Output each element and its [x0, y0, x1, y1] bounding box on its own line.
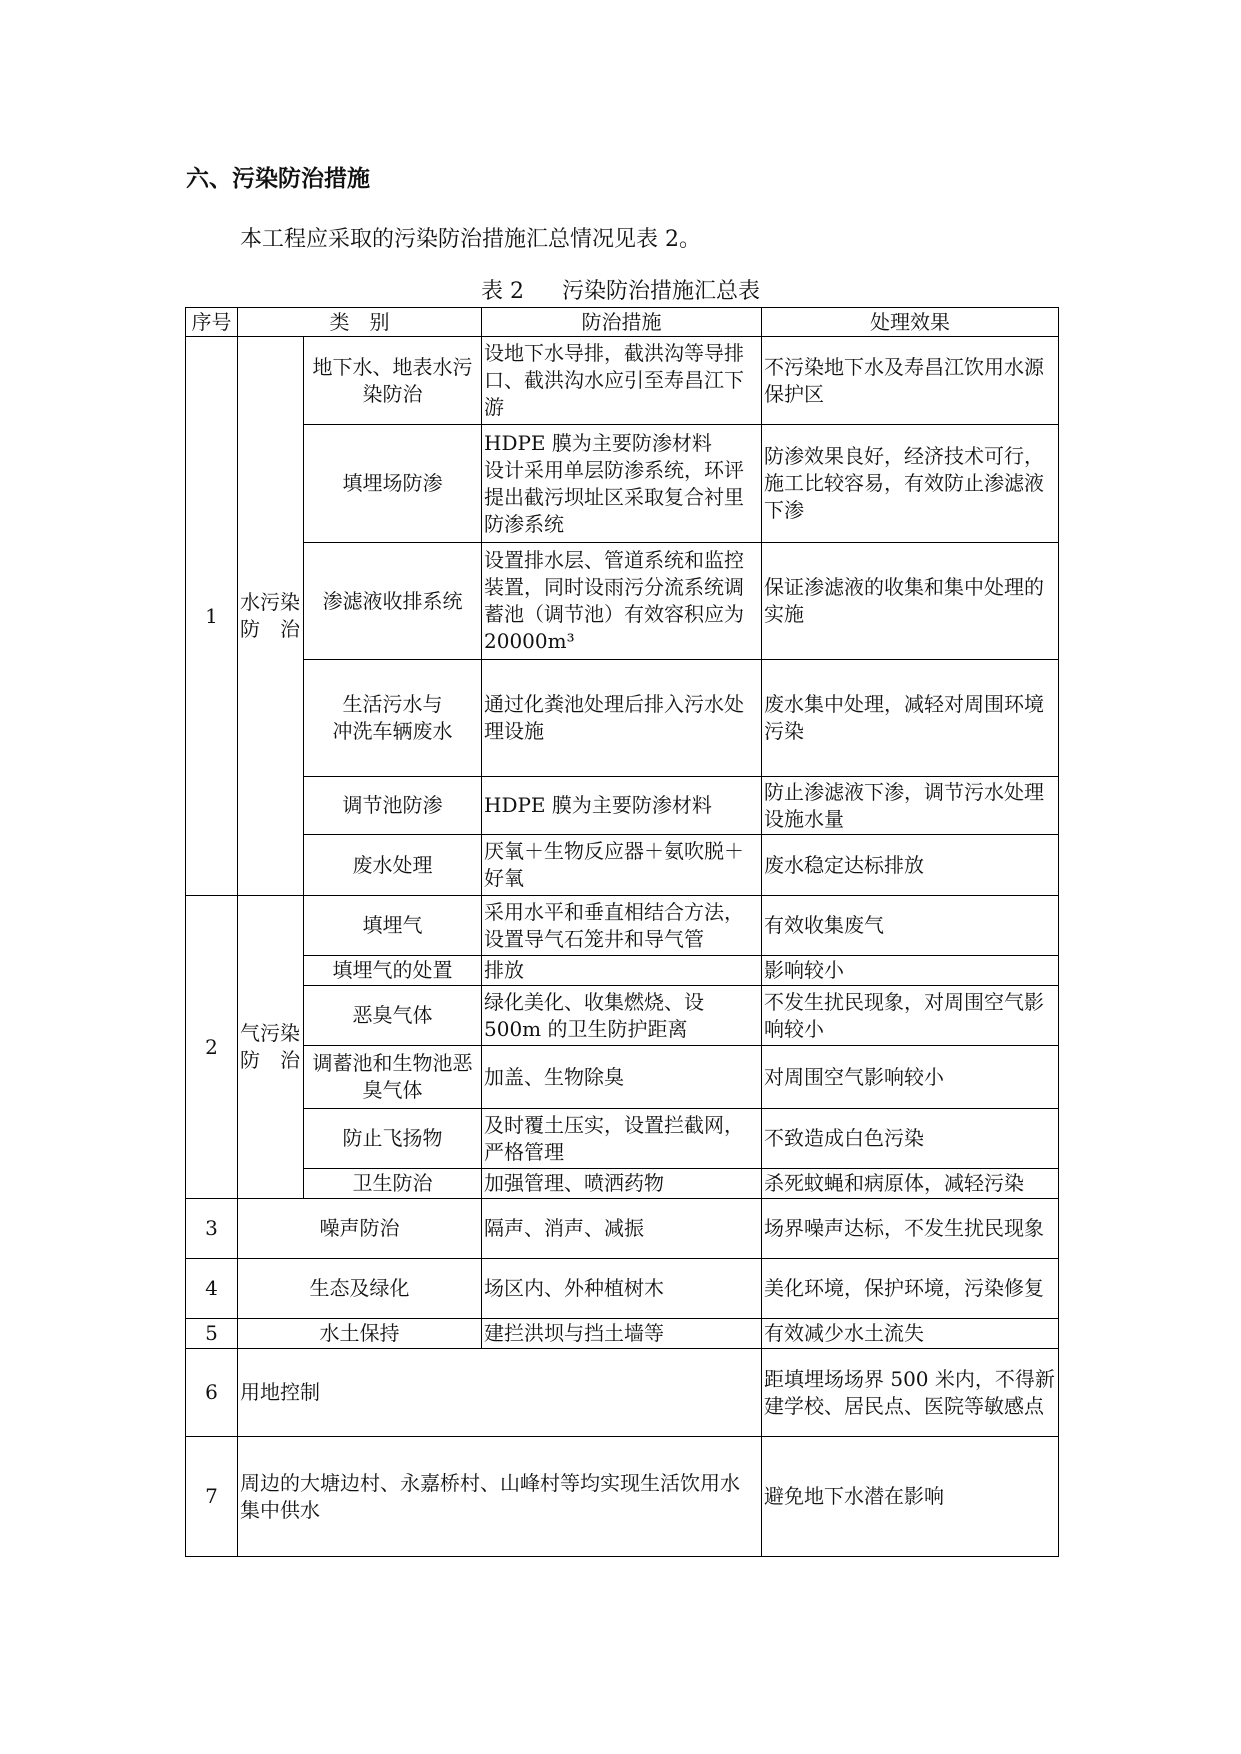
header-category: 类 别 — [238, 308, 482, 337]
effect-cell: 避免地下水潜在影响 — [762, 1437, 1059, 1557]
item-cell: 生活污水与 冲洗车辆废水 — [304, 660, 482, 777]
pollution-measures-table — [185, 307, 1059, 1557]
table-row — [186, 1169, 1059, 1199]
table-title: 污染防治措施汇总表 — [561, 279, 760, 304]
effect-cell: 保证渗滤液的收集和集中处理的实施 — [762, 543, 1059, 660]
row-number: 1 — [186, 337, 238, 896]
table-row — [186, 660, 1059, 777]
measure-cell: 隔声、消声、减振 — [482, 1199, 762, 1259]
item-cell: 卫生防治 — [304, 1169, 482, 1199]
row-number: 6 — [186, 1349, 238, 1437]
table-row — [186, 986, 1059, 1046]
item-cell: 调节池防渗 — [304, 777, 482, 835]
effect-cell: 杀死蚊蝇和病原体，减轻污染 — [762, 1169, 1059, 1199]
header-no: 序号 — [186, 308, 238, 337]
effect-cell: 废水集中处理，减轻对周围环境污染 — [762, 660, 1059, 777]
intro-paragraph: 本工程应采取的污染防治措施汇总情况见表 2。 — [240, 227, 701, 252]
measure-cell: 厌氧＋生物反应器＋氨吹脱＋好氧 — [482, 835, 762, 896]
item-cell: 填埋场防渗 — [304, 425, 482, 543]
measure-cell: 排放 — [482, 956, 762, 986]
header-measure: 防治措施 — [482, 308, 762, 337]
item-cell: 防止飞扬物 — [304, 1109, 482, 1169]
effect-cell: 对周围空气影响较小 — [762, 1046, 1059, 1109]
effect-cell: 废水稳定达标排放 — [762, 835, 1059, 896]
table-caption — [0, 274, 1241, 305]
table-row — [186, 896, 1059, 956]
row-number: 2 — [186, 896, 238, 1199]
item-cell: 调蓄池和生物池恶臭气体 — [304, 1046, 482, 1109]
measure-cell: HDPE 膜为主要防渗材料 设计采用单层防渗系统，环评提出截污坝址区采取复合衬里防渗系统 — [482, 425, 762, 543]
table-row — [186, 1046, 1059, 1109]
item-cell: 渗滤液收排系统 — [304, 543, 482, 660]
measure-cell: 设地下水导排，截洪沟等导排口、截洪沟水应引至寿昌江下游 — [482, 337, 762, 425]
effect-cell: 有效收集废气 — [762, 896, 1059, 956]
table-row — [186, 777, 1059, 835]
effect-cell: 防渗效果良好，经济技术可行，施工比较容易，有效防止渗滤液下渗 — [762, 425, 1059, 543]
table-row — [186, 425, 1059, 543]
table-row — [186, 1437, 1059, 1557]
effect-cell: 不发生扰民现象，对周围空气影响较小 — [762, 986, 1059, 1046]
category-cell: 噪声防治 — [238, 1199, 482, 1259]
table-row — [186, 337, 1059, 425]
content-cell: 周边的大塘边村、永嘉桥村、山峰村等均实现生活饮用水集中供水 — [238, 1437, 762, 1557]
row-number: 5 — [186, 1319, 238, 1349]
measure-cell: HDPE 膜为主要防渗材料 — [482, 777, 762, 835]
effect-cell: 防止渗滤液下渗，调节污水处理设施水量 — [762, 777, 1059, 835]
row-number: 3 — [186, 1199, 238, 1259]
measure-cell: 建拦洪坝与挡土墙等 — [482, 1319, 762, 1349]
section-title: 六、污染防治措施 — [186, 166, 370, 192]
category-water: 水污染 防 治 — [238, 337, 304, 896]
measure-cell: 加强管理、喷洒药物 — [482, 1169, 762, 1199]
effect-cell: 距填埋场场界 500 米内，不得新建学校、居民点、医院等敏感点 — [762, 1349, 1059, 1437]
item-cell: 恶臭气体 — [304, 986, 482, 1046]
category-air: 气污染 防 治 — [238, 896, 304, 1199]
measure-cell: 采用水平和垂直相结合方法，设置导气石笼井和导气管 — [482, 896, 762, 956]
table-row — [186, 835, 1059, 896]
header-effect: 处理效果 — [762, 308, 1059, 337]
effect-cell: 场界噪声达标，不发生扰民现象 — [762, 1199, 1059, 1259]
effect-cell: 不致造成白色污染 — [762, 1109, 1059, 1169]
table-row — [186, 543, 1059, 660]
item-cell: 填埋气的处置 — [304, 956, 482, 986]
content-cell: 用地控制 — [238, 1349, 762, 1437]
effect-cell: 影响较小 — [762, 956, 1059, 986]
category-cell: 生态及绿化 — [238, 1259, 482, 1319]
measure-cell: 通过化粪池处理后排入污水处理设施 — [482, 660, 762, 777]
effect-cell: 美化环境，保护环境，污染修复 — [762, 1259, 1059, 1319]
measure-cell: 加盖、生物除臭 — [482, 1046, 762, 1109]
table-row — [186, 1349, 1059, 1437]
measure-cell: 设置排水层、管道系统和监控装置，同时设雨污分流系统调蓄池（调节池）有效容积应为 20000m³ — [482, 543, 762, 660]
item-cell: 地下水、地表水污染防治 — [304, 337, 482, 425]
table-row — [186, 1109, 1059, 1169]
table-row — [186, 956, 1059, 986]
row-number: 7 — [186, 1437, 238, 1557]
effect-cell: 有效减少水土流失 — [762, 1319, 1059, 1349]
table-header-row — [186, 308, 1059, 337]
table-row — [186, 1319, 1059, 1349]
measure-cell: 绿化美化、收集燃烧、设 500m 的卫生防护距离 — [482, 986, 762, 1046]
item-cell: 填埋气 — [304, 896, 482, 956]
item-cell: 废水处理 — [304, 835, 482, 896]
measure-cell: 场区内、外种植树木 — [482, 1259, 762, 1319]
row-number: 4 — [186, 1259, 238, 1319]
table-row — [186, 1259, 1059, 1319]
table-number: 表 2 — [480, 279, 524, 304]
effect-cell: 不污染地下水及寿昌江饮用水源保护区 — [762, 337, 1059, 425]
table-row — [186, 1199, 1059, 1259]
category-cell: 水土保持 — [238, 1319, 482, 1349]
measure-cell: 及时覆土压实，设置拦截网，严格管理 — [482, 1109, 762, 1169]
